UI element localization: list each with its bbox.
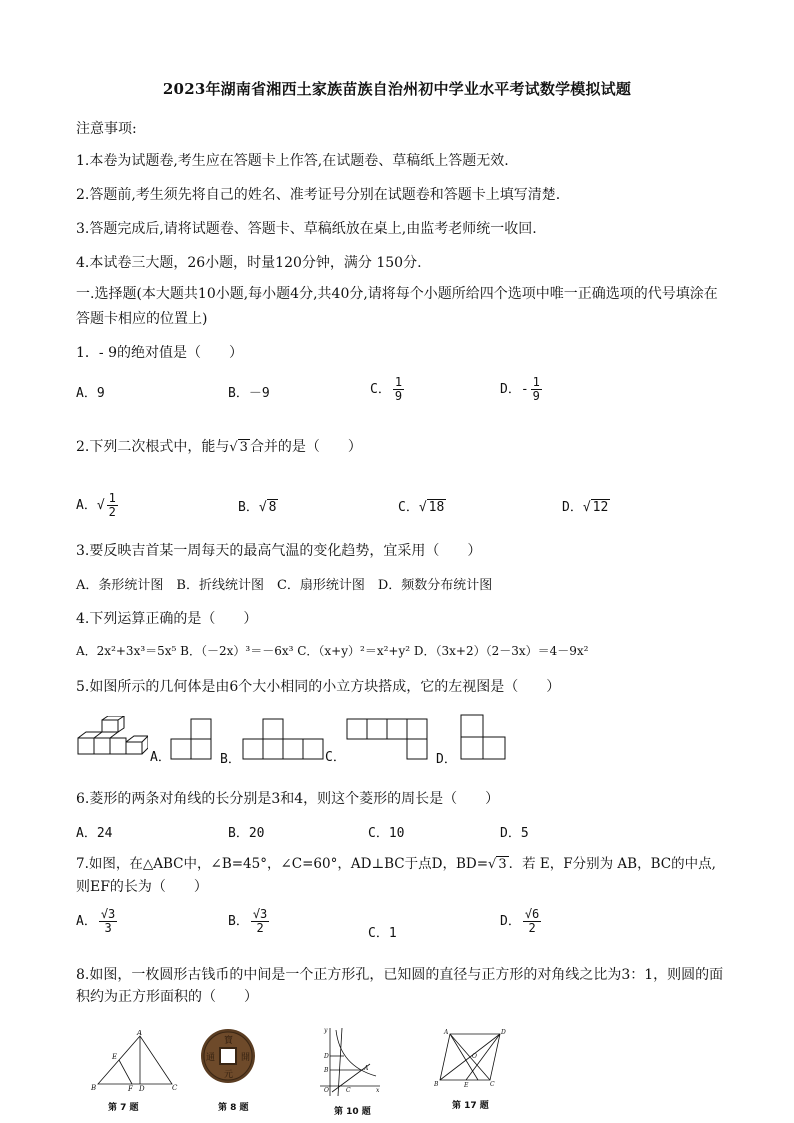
q6-option-d: D．5 bbox=[500, 826, 529, 841]
figure-17-caption: 第 17 题 bbox=[452, 1101, 489, 1111]
f17-label-o: O bbox=[472, 1053, 477, 1060]
f7-label-c: C bbox=[172, 1084, 178, 1092]
f17-label-c: C bbox=[490, 1081, 495, 1088]
q2-option-b: B．√ 8 bbox=[238, 500, 277, 515]
svg-text:元: 元 bbox=[224, 1070, 234, 1080]
q6-option-a: A．24 bbox=[76, 826, 113, 841]
notice-item-3: 3.答题完成后,请将试题卷、答题卡、草稿纸放在桌上,由监考老师统一收回. bbox=[76, 221, 537, 237]
q1-option-b: B．－9 bbox=[228, 386, 270, 401]
q5-option-b: B． bbox=[220, 752, 241, 767]
q3-options: A．条形统计图 B．折线统计图 C．扇形统计图 D．频数分布统计图 bbox=[76, 578, 493, 593]
q5-option-d-view bbox=[460, 714, 506, 760]
q5-option-a-view bbox=[170, 718, 214, 760]
svg-text:通: 通 bbox=[206, 1053, 216, 1063]
q7-option-c: C．1 bbox=[368, 926, 397, 941]
page-title: 2023年湖南省湘西土家族苗族自治州初中学业水平考试数学模拟试题 bbox=[162, 80, 632, 98]
f10-label-o: O bbox=[324, 1087, 329, 1094]
q1-option-a: A．9 bbox=[76, 386, 105, 401]
q5-option-c: C． bbox=[325, 750, 346, 765]
q8-stem-line-2: 积约为正方形面积的（ ） bbox=[76, 989, 258, 1005]
f7-label-e: E bbox=[112, 1053, 118, 1061]
q6-option-c: C．10 bbox=[368, 826, 405, 841]
notice-heading: 注意事项: bbox=[76, 121, 137, 137]
notice-item-4: 4.本试卷三大题，26小题，时量120分钟，满分 150分. bbox=[76, 255, 422, 271]
q5-stem: 5.如图所示的几何体是由6个大小相同的小立方块搭成，它的左视图是（ ） bbox=[76, 679, 561, 695]
q6-option-b: B．20 bbox=[228, 826, 265, 841]
figure-10-caption: 第 10 题 bbox=[334, 1107, 371, 1117]
q3-stem: 3.要反映吉首某一周每天的最高气温的变化趋势，宜采用（ ） bbox=[76, 543, 482, 559]
q2-option-c: C．√ 18 bbox=[398, 500, 445, 515]
f17-label-d: D bbox=[501, 1029, 506, 1036]
f7-label-b: B bbox=[91, 1084, 97, 1092]
q7-option-a: A． $\frac{√3}{3}$ bbox=[76, 907, 116, 935]
q5-solid-figure bbox=[76, 716, 148, 758]
f17-label-e: E bbox=[464, 1082, 469, 1088]
f10-label-y: y bbox=[324, 1027, 328, 1034]
f10-label-x: x bbox=[376, 1087, 380, 1094]
q7-option-d: D． $\frac{√6}{2}$ bbox=[500, 907, 540, 935]
figure-10-graph bbox=[318, 1026, 382, 1098]
q1-stem: 1．- 9的绝对值是（ ） bbox=[76, 345, 243, 361]
q2-option-d: D．√ 12 bbox=[562, 500, 609, 515]
f10-label-d: D bbox=[324, 1053, 329, 1060]
q5-option-c-view bbox=[346, 718, 430, 762]
q4-options: A．2x²+3x³＝5x⁵ B．（－2x）³＝－6x³ C．（x+y）²＝x²+y² D．（3x+2）（2－3x）＝4－9x² bbox=[76, 644, 589, 658]
figure-7-caption: 第 7 题 bbox=[108, 1103, 139, 1113]
section-1-heading: 一.选择题(本大题共10小题,每小题4分,共40分,请将每个小题所给四个选项中唯一正确选项的代号填涂在答题卡相应的位置上) bbox=[76, 286, 718, 327]
f7-label-a: A bbox=[137, 1030, 143, 1037]
f10-label-a: A bbox=[364, 1065, 369, 1072]
svg-text:寶: 寶 bbox=[224, 1036, 234, 1046]
q4-stem: 4.下列运算正确的是（ ） bbox=[76, 611, 258, 627]
q7-stem-line-2: 则EF的长为（ ） bbox=[76, 879, 208, 895]
q2-stem: 2.下列二次根式中，能与√ 3 合并的是（ ） bbox=[76, 439, 362, 455]
f17-label-a: A bbox=[444, 1029, 449, 1036]
q5-option-d: D． bbox=[436, 752, 457, 767]
q5-option-a: A． bbox=[150, 750, 171, 765]
q7-stem-line-1: 7.如图，在△ABC中，∠B=45°，∠C=60°，AD⊥BC于点D，BD=√ 3 ．若 E，F分别为 AB，BC的中点, bbox=[76, 856, 716, 872]
figure-8-caption: 第 8 题 bbox=[218, 1103, 249, 1113]
notice-item-2: 2.答题前,考生须先将自己的姓名、准考证号分别在试题卷和答题卡上填写清楚. bbox=[76, 187, 561, 203]
f7-label-d: D bbox=[139, 1085, 145, 1092]
figure-8-coin bbox=[200, 1028, 256, 1084]
q7-option-b: B． $\frac{√3}{2}$ bbox=[228, 907, 268, 935]
q2-option-a: A．√ $\frac{1}{2}$ bbox=[76, 491, 116, 519]
f7-label-f: F bbox=[128, 1085, 133, 1092]
q1-option-d: D．- $\frac{1}{9}$ bbox=[500, 375, 540, 403]
figure-17-parallelogram bbox=[434, 1028, 508, 1088]
notice-item-1: 1.本卷为试题卷,考生应在答题卡上作答,在试题卷、草稿纸上答题无效. bbox=[76, 153, 509, 169]
f17-label-b: B bbox=[434, 1081, 439, 1088]
svg-text:開: 開 bbox=[241, 1053, 251, 1063]
q1-option-c: C． $\frac{1}{9}$ bbox=[370, 375, 403, 403]
q5-option-b-view bbox=[242, 718, 324, 760]
f10-label-c: C bbox=[346, 1087, 351, 1094]
f10-label-b: B bbox=[324, 1067, 329, 1074]
figure-7-triangle bbox=[90, 1030, 180, 1092]
q6-stem: 6.菱形的两条对角线的长分别是3和4，则这个菱形的周长是（ ） bbox=[76, 791, 500, 807]
q8-stem-line-1: 8.如图，一枚圆形古钱币的中间是一个正方形孔，已知圆的直径与正方形的对角线之比为3：1，则圆的面 bbox=[76, 967, 724, 983]
